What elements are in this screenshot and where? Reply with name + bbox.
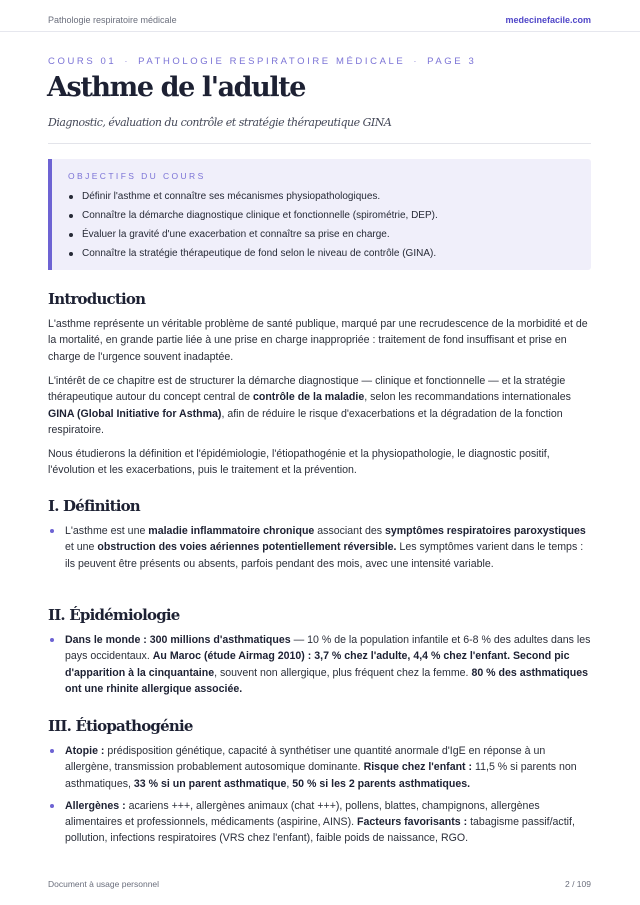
kicker-course: COURS 01 — [48, 56, 117, 67]
section-heading-definition: I. Définition — [48, 497, 140, 515]
page-header — [0, 0, 640, 32]
header-course-name: Pathologie respiratoire médicale — [48, 15, 177, 25]
header-site-link[interactable]: medecinefacile.com — [505, 15, 591, 25]
objectives-box — [48, 159, 591, 270]
intro-paragraph-1: L'asthme représente un véritable problème de santé publique, marqué par une recrudescence de la morbidité et de la mortalité, en grande partie liée à une prise en charge inappropriée : traitement de fond insuffisant et prise en charge de l'urgence souvent inadaptée. — [48, 318, 588, 363]
kicker-page: PAGE 3 — [427, 56, 477, 67]
intro-paragraph-3: Nous étudierons la définition et l'épidémiologie, l'étiopathogénie et la physiopathologie, le diagnostic positif, l'évolution et les exacerbations, puis le traitement et la prévention. — [48, 448, 550, 477]
section-heading-epidemiologie: II. Épidémiologie — [48, 606, 180, 624]
page-number: 2 / 109 — [565, 879, 591, 889]
page-subtitle: Diagnostic, évaluation du contrôle et stratégie thérapeutique GINA — [48, 116, 392, 129]
objective-item: Définir l'asthme et connaître ses mécanismes physiopathologiques. — [68, 187, 438, 206]
intro-paragraph-2: L'intérêt de ce chapitre est de structurer la démarche diagnostique — clinique et fonctionnelle — et la stratégie thérapeutique autour du concept central de contrôle de la maladie, selon les recommandations internationales GINA (Global Initiative for Asthma), afin de réduire le risque d'exacerbations et la dégradation de la fonction respiratoire. — [48, 375, 571, 436]
etiopathogenie-bullet-atopie: Atopie : prédisposition génétique, capacité à synthétiser une quantité anormale d'IgE en réponse à un allergène, transmission probablement autosomique dominante. Risque chez l'enfant : 11,5 % si parents non asthmatiques, 33 % si un parent asthmatique, 50 % si les 2 parents asthmatiques. — [48, 743, 591, 792]
etiopathogenie-bullet-allergenes: Allergènes : acariens +++, allergènes animaux (chat +++), pollens, blattes, champignons, allergènes alimentaires et professionnels, médicaments (aspirine, AINS). Facteurs favorisants : tabagisme passif/actif, pollution, infections respiratoires (VRS chez l'enfant), faible poids de naissance, RGO. — [48, 798, 591, 847]
objective-item: Connaître la stratégie thérapeutique de fond selon le niveau de contrôle (GINA). — [68, 244, 438, 263]
objectives-list — [68, 187, 438, 263]
kicker-subject: PATHOLOGIE RESPIRATOIRE MÉDICALE — [138, 56, 406, 67]
page-title: Asthme de l'adulte — [47, 72, 306, 103]
epidemiologie-list — [48, 632, 591, 703]
etiopathogenie-list — [48, 743, 591, 853]
objective-item: Connaître la démarche diagnostique clinique et fonctionnelle (spirométrie, DEP). — [68, 206, 438, 225]
kicker-separator: · — [124, 56, 131, 67]
epidemiologie-bullet: Dans le monde : 300 millions d'asthmatiques — 10 % de la population infantile et 6-8 % des adultes dans les pays occidentaux. Au Maroc (étude Airmag 2010) : 3,7 % chez l'adulte, 4,4 % chez l'enfant. Second pic d'apparition à la cinquantaine, souvent non allergique, plus fréquent chez la femme. 80 % des asthmatiques ont une rhinite allergique associée. — [48, 632, 591, 697]
section-heading-etiopathogenie: III. Étiopathogénie — [48, 717, 193, 735]
definition-list — [48, 523, 591, 578]
title-divider — [48, 143, 591, 144]
course-kicker — [48, 56, 476, 67]
objectives-title: OBJECTIFS DU COURS — [68, 171, 206, 181]
section-heading-introduction: Introduction — [48, 290, 146, 308]
footer-note: Document à usage personnel — [48, 879, 160, 889]
objective-item: Évaluer la gravité d'une exacerbation et connaître sa prise en charge. — [68, 225, 438, 244]
definition-bullet: L'asthme est une maladie inflammatoire chronique associant des symptômes respiratoires paroxystiques et une obstruction des voies aériennes potentiellement réversible. Les symptômes varient dans le temps : ils peuvent être présents ou absents, parfois pendant des mois, avec une intensité variable. — [48, 523, 591, 572]
kicker-separator: · — [413, 56, 420, 67]
